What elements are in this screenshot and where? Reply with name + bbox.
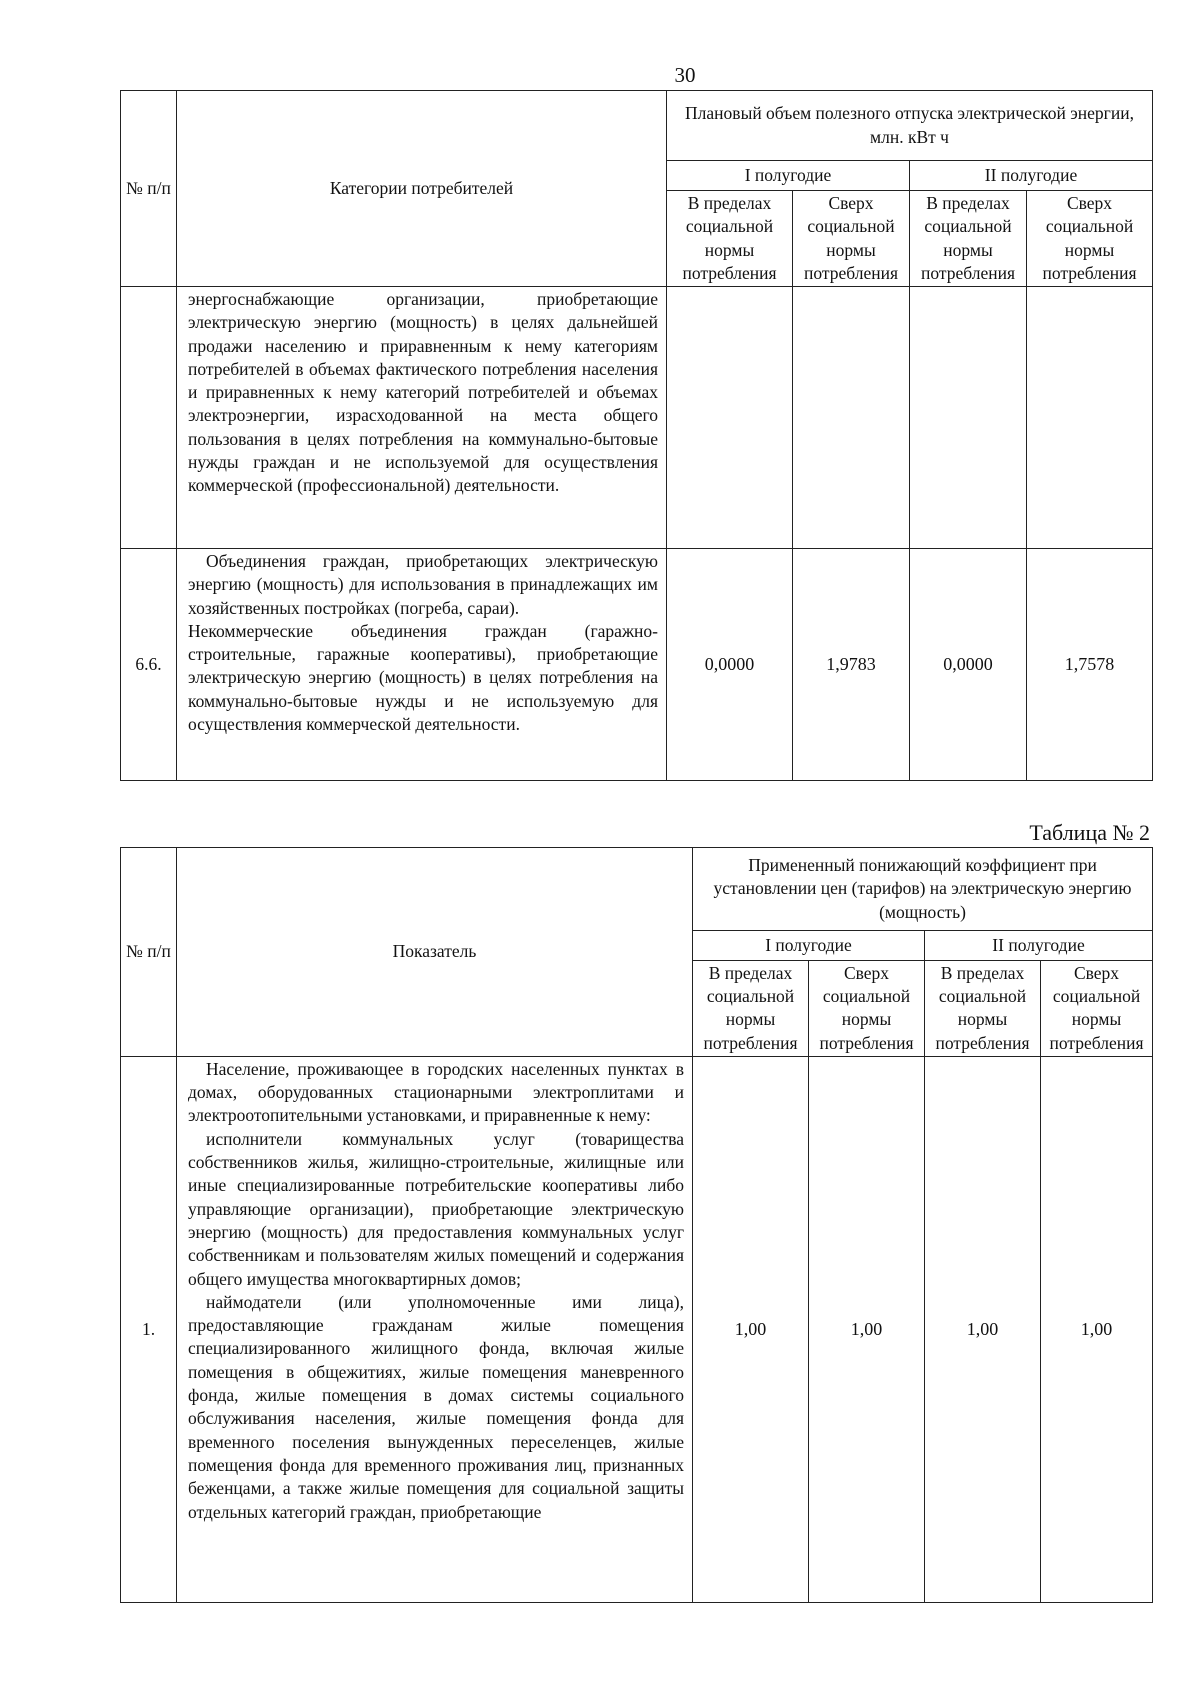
header-coefficient: Примененный понижающий коэффициент при установлении цен (тарифов) на электрическую энергию (мощность) xyxy=(693,848,1153,931)
header-half1: I полугодие xyxy=(693,930,925,960)
row-number: 6.6. xyxy=(121,549,177,781)
page-number: 30 xyxy=(674,63,696,87)
row-value xyxy=(793,287,910,549)
row-value xyxy=(667,287,793,549)
row-value: 0,0000 xyxy=(667,549,793,781)
header-within-norm: В пределах социальной нормы потребления xyxy=(910,191,1027,287)
table-row xyxy=(121,549,1153,781)
row-value: 0,0000 xyxy=(910,549,1027,781)
coefficient-table xyxy=(120,847,1153,1603)
header-half1: I полугодие xyxy=(667,161,910,191)
header-no: № п/п xyxy=(121,848,177,1057)
header-indicator: Показатель xyxy=(177,848,693,1057)
table-caption: Таблица № 2 xyxy=(1029,820,1150,845)
row-description: Население, проживающее в городских населенных пунктах в домах, оборудованных стационарными электроплитами и электроотопительными установками, и приравненные к нему: исполнители коммунальных услуг (товарищества собственников жилья, жилищно-строительные, жилищные или иные специализированные потребительские кооперативы либо управляющие организации), приобретающие электрическую энергию (мощность) для предоставления коммунальных услуг собственникам и пользователям жилых помещений и содержания общего имущества многоквартирных домов; наймодатели (или уполномоченные ими лица), предоставляющие гражданам жилые помещения специализированного жилищного фонда, включая жилые помещения в общежитиях, жилые помещения маневренного фонда, жилые помещения в домах системы социального обслуживания населения, жилые помещения фонда для временного поселения вынужденных переселенцев, жилые помещения фонда для временного проживания лиц, признанных беженцами, а также жилые помещения для социальной защиты отдельных категорий граждан, приобретающие xyxy=(177,1056,693,1602)
row-description: энергоснабжающие организации, приобретающие электрическую энергию (мощность) в целях дальнейшей продажи населению и приравненным к нему категориям потребителей в объемах фактического потребления населения и приравненных к нему категорий потребителей и объемах электроэнергии, израсходованной на места общего пользования в целях потребления на коммунально-бытовые нужды граждан и не используемой для осуществления коммерческой (профессиональной) деятельности. xyxy=(177,287,667,549)
header-over-norm: Сверх социальной нормы потребления xyxy=(793,191,910,287)
header-no: № п/п xyxy=(121,91,177,287)
row-value: 1,9783 xyxy=(793,549,910,781)
header-over-norm: Сверх социальной нормы потребления xyxy=(1041,960,1153,1056)
header-half2: II полугодие xyxy=(925,930,1153,960)
header-within-norm: В пределах социальной нормы потребления xyxy=(693,960,809,1056)
row-value: 1,00 xyxy=(925,1056,1041,1602)
header-over-norm: Сверх социальной нормы потребления xyxy=(1027,191,1153,287)
row-value: 1,7578 xyxy=(1027,549,1153,781)
header-within-norm: В пределах социальной нормы потребления xyxy=(925,960,1041,1056)
table-row xyxy=(121,287,1153,549)
row-value xyxy=(1027,287,1153,549)
row-description: Объединения граждан, приобретающих электрическую энергию (мощность) для использования в принадлежащих им хозяйственных постройках (погреба, сараи). Некоммерческие объединения граждан (гаражно-строительные, гаражные кооперативы), приобретающие электрическую энергию (мощность) в целях потребления на коммунально-бытовые нужды и не используемую для осуществления коммерческой деятельности. xyxy=(177,549,667,781)
header-planned-volume: Плановый объем полезного отпуска электрической энергии, млн. кВт ч xyxy=(667,91,1153,161)
header-over-norm: Сверх социальной нормы потребления xyxy=(809,960,925,1056)
row-value xyxy=(910,287,1027,549)
header-within-norm: В пределах социальной нормы потребления xyxy=(667,191,793,287)
consumption-table xyxy=(120,90,1153,781)
row-value: 1,00 xyxy=(693,1056,809,1602)
row-number xyxy=(121,287,177,549)
row-value: 1,00 xyxy=(1041,1056,1153,1602)
header-category: Категории потребителей xyxy=(177,91,667,287)
header-half2: II полугодие xyxy=(910,161,1153,191)
table-row xyxy=(121,1056,1153,1602)
row-value: 1,00 xyxy=(809,1056,925,1602)
row-number: 1. xyxy=(121,1056,177,1602)
